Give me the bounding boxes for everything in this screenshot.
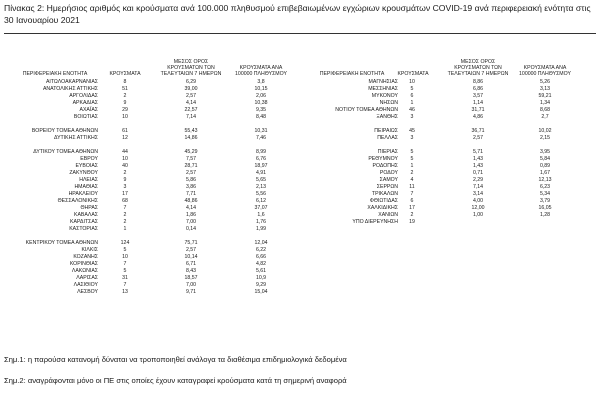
region-cell: ΡΟΔΟΥ bbox=[379, 169, 398, 176]
avg7-cell: 8,43 bbox=[185, 268, 197, 275]
header-region-right: ΠΕΡΙΦΕΡΕΙΑΚΗ ΕΝΟΤΗΤΑ bbox=[319, 71, 385, 77]
region-cell: ΜΥΚΟΝΟΥ bbox=[371, 92, 398, 99]
per100k-cell: 10,31 bbox=[254, 127, 268, 134]
cases-cell: 3 bbox=[123, 183, 127, 190]
region-cell: ΚΑΡΔΙΤΣΑΣ bbox=[70, 219, 98, 226]
per100k-cell: 10,9 bbox=[255, 275, 267, 282]
region-cell: ΚΟΡΙΝΘΙΑΣ bbox=[69, 261, 98, 268]
region-cell: ΑΙΤΩΛΟΑΚΑΡΝΑΝΙΑΣ bbox=[45, 78, 98, 85]
per100k-cell: 4,91 bbox=[255, 169, 267, 176]
avg7-cell: 6,29 bbox=[185, 78, 197, 85]
region-cell: ΗΜΑΘΙΑΣ bbox=[74, 183, 98, 190]
region-cell: ΘΗΡΑΣ bbox=[80, 205, 98, 212]
table-row bbox=[0, 177, 600, 183]
per100k-cell: 9,35 bbox=[255, 106, 267, 113]
avg7-cell: 36,71 bbox=[471, 127, 485, 134]
avg7-cell: 45,29 bbox=[184, 148, 198, 155]
cases-cell: 61 bbox=[122, 127, 128, 134]
per100k-cell: 3,13 bbox=[539, 85, 551, 92]
cases-cell: 5 bbox=[123, 268, 127, 275]
avg7-cell: 4,14 bbox=[185, 205, 197, 212]
cases-cell: 2 bbox=[123, 219, 127, 226]
per100k-cell: 6,76 bbox=[255, 155, 267, 162]
per100k-cell: 1,76 bbox=[255, 219, 267, 226]
avg7-cell: 4,14 bbox=[185, 99, 197, 106]
per100k-cell: 5,84 bbox=[539, 155, 551, 162]
avg7-cell: 3,14 bbox=[472, 190, 484, 197]
avg7-cell: 0,71 bbox=[472, 169, 484, 176]
avg7-cell: 2,57 bbox=[185, 92, 197, 99]
per100k-cell: 37,07 bbox=[254, 205, 268, 212]
cases-cell: 46 bbox=[409, 106, 415, 113]
cases-cell: 44 bbox=[122, 148, 128, 155]
region-cell: ΚΑΣΤΟΡΙΑΣ bbox=[69, 226, 98, 233]
region-cell: ΒΟΙΩΤΙΑΣ bbox=[73, 113, 98, 120]
avg7-cell: 31,71 bbox=[471, 106, 485, 113]
cases-cell: 7 bbox=[123, 261, 127, 268]
avg7-cell: 7,71 bbox=[185, 190, 197, 197]
region-cell: ΞΑΝΘΗΣ bbox=[376, 113, 398, 120]
top-rule bbox=[4, 33, 596, 34]
avg7-cell: 55,43 bbox=[184, 127, 198, 134]
region-cell: ΒΟΡΕΙΟΥ ΤΟΜΕΑ ΑΘΗΝΩΝ bbox=[31, 127, 98, 134]
header-avg7-left: ΜΕΣΟΣ ΟΡΟΣ ΚΡΟΥΣΜΑΤΩΝ ΤΩΝ ΤΕΛΕΥΤΑΙΩΝ 7 ΗΜΕΡΩΝ bbox=[160, 59, 222, 77]
per100k-cell: 5,61 bbox=[255, 268, 267, 275]
cases-cell: 51 bbox=[122, 85, 128, 92]
table-row bbox=[0, 86, 600, 92]
region-cell: ΠΙΕΡΙΑΣ bbox=[377, 148, 398, 155]
avg7-cell: 7,57 bbox=[185, 155, 197, 162]
region-cell: ΗΡΑΚΛΕΙΟΥ bbox=[68, 190, 98, 197]
avg7-cell: 5,71 bbox=[472, 148, 484, 155]
table-row bbox=[0, 268, 600, 274]
table-row bbox=[0, 128, 600, 134]
per100k-cell: 5,65 bbox=[255, 176, 267, 183]
cases-cell: 2 bbox=[123, 169, 127, 176]
per100k-cell: 59,21 bbox=[538, 92, 552, 99]
per100k-cell: 2,06 bbox=[255, 92, 267, 99]
region-cell: ΠΕΙΡΑΙΩΣ bbox=[374, 127, 398, 134]
region-cell: ΣΕΡΡΩΝ bbox=[376, 183, 398, 190]
table-row bbox=[0, 226, 600, 232]
avg7-cell: 3,86 bbox=[185, 183, 197, 190]
per100k-cell: 6,23 bbox=[539, 183, 551, 190]
cases-cell: 2 bbox=[410, 212, 414, 219]
per100k-cell: 8,99 bbox=[255, 148, 267, 155]
cases-cell: 10 bbox=[409, 78, 415, 85]
per100k-cell: 6,22 bbox=[255, 247, 267, 254]
cases-cell: 17 bbox=[122, 190, 128, 197]
table-row bbox=[0, 191, 600, 197]
cases-cell: 10 bbox=[122, 254, 128, 261]
region-cell: ΗΛΕΙΑΣ bbox=[79, 176, 98, 183]
per100k-cell: 4,82 bbox=[255, 261, 267, 268]
cases-cell: 5 bbox=[410, 155, 414, 162]
avg7-cell: 1,00 bbox=[472, 212, 484, 219]
per100k-cell: 12,13 bbox=[538, 176, 552, 183]
table-row bbox=[0, 254, 600, 260]
table-row bbox=[0, 163, 600, 169]
per100k-cell: 9,29 bbox=[255, 282, 267, 289]
table-row bbox=[0, 170, 600, 176]
region-cell: ΑΝΑΤΟΛΙΚΗΣ ΑΤΤΙΚΗΣ bbox=[42, 85, 98, 92]
per100k-cell: 0,89 bbox=[539, 162, 551, 169]
table-row bbox=[0, 212, 600, 218]
avg7-cell: 9,71 bbox=[185, 289, 197, 296]
region-cell: ΚΕΝΤΡΙΚΟΥ ΤΟΜΕΑ ΑΘΗΝΩΝ bbox=[25, 240, 98, 247]
region-cell: ΑΧΑΪΑΣ bbox=[79, 106, 98, 113]
cases-cell: 2 bbox=[123, 92, 127, 99]
table-spacer-row bbox=[0, 142, 600, 148]
cases-cell: 9 bbox=[123, 176, 127, 183]
avg7-cell: 7,00 bbox=[185, 282, 197, 289]
region-cell: ΘΕΣΣΑΛΟΝΙΚΗΣ bbox=[57, 198, 98, 204]
cases-cell: 1 bbox=[123, 226, 127, 233]
region-cell: ΔΥΤΙΚΟΥ ΤΟΜΕΑ ΑΘΗΝΩΝ bbox=[33, 148, 98, 155]
cases-cell: 17 bbox=[409, 205, 415, 212]
cases-cell: 68 bbox=[122, 198, 128, 204]
table-row bbox=[0, 282, 600, 288]
avg7-cell: 7,14 bbox=[185, 113, 197, 120]
region-cell: ΜΕΣΣΗΝΙΑΣ bbox=[368, 85, 398, 92]
region-cell: ΥΠΟ ΔΙΕΡΕΥΝΗΣΗ bbox=[352, 219, 398, 226]
per100k-cell: 1,99 bbox=[255, 226, 267, 233]
avg7-cell: 6,71 bbox=[185, 261, 197, 268]
region-cell: ΛΑΡΙΣΑΣ bbox=[76, 275, 98, 282]
region-cell: ΜΑΓΝΗΣΙΑΣ bbox=[368, 78, 398, 85]
per100k-cell: 3,79 bbox=[539, 198, 551, 204]
cases-cell: 2 bbox=[410, 169, 414, 176]
cases-cell: 19 bbox=[409, 219, 415, 226]
avg7-cell: 1,14 bbox=[472, 99, 484, 106]
table-spacer-row bbox=[0, 121, 600, 127]
region-cell: ΝΗΣΩΝ bbox=[379, 99, 398, 106]
table-row bbox=[0, 289, 600, 295]
avg7-cell: 4,86 bbox=[472, 113, 484, 120]
cases-cell: 29 bbox=[122, 106, 128, 113]
table-row bbox=[0, 100, 600, 106]
avg7-cell: 48,86 bbox=[184, 198, 198, 204]
region-cell: ΛΑΣΙΘΙΟΥ bbox=[73, 282, 98, 289]
region-cell: ΔΥΤΙΚΗΣ ΑΤΤΙΚΗΣ bbox=[54, 134, 98, 141]
region-cell: ΛΑΚΩΝΙΑΣ bbox=[71, 268, 98, 275]
cases-cell: 3 bbox=[410, 134, 414, 141]
region-cell: ΚΑΒΑΛΑΣ bbox=[74, 212, 98, 219]
avg7-cell: 3,57 bbox=[472, 92, 484, 99]
header-cases-right: ΚΡΟΥΣΜΑΤΑ bbox=[397, 71, 429, 77]
region-cell: ΛΕΣΒΟΥ bbox=[77, 289, 98, 296]
region-cell: ΤΡΙΚΑΛΩΝ bbox=[371, 190, 398, 197]
region-cell: ΧΑΛΚΙΔΙΚΗΣ bbox=[367, 205, 398, 212]
region-cell: ΚΟΖΑΝΗΣ bbox=[73, 254, 98, 261]
cases-cell: 9 bbox=[123, 99, 127, 106]
avg7-cell: 2,57 bbox=[472, 134, 484, 141]
avg7-cell: 2,57 bbox=[185, 169, 197, 176]
region-cell: ΡΕΘΥΜΝΟΥ bbox=[368, 155, 398, 162]
avg7-cell: 7,00 bbox=[185, 219, 197, 226]
per100k-cell: 5,34 bbox=[539, 190, 551, 197]
per100k-cell: 3,8 bbox=[257, 78, 265, 85]
cases-cell: 6 bbox=[410, 92, 414, 99]
avg7-cell: 4,00 bbox=[472, 198, 484, 204]
header-avg7-right: ΜΕΣΟΣ ΟΡΟΣ ΚΡΟΥΣΜΑΤΩΝ ΤΩΝ ΤΕΛΕΥΤΑΙΩΝ 7 ΗΜΕΡΩΝ bbox=[447, 59, 509, 77]
table-row bbox=[0, 205, 600, 211]
per100k-cell: 2,7 bbox=[541, 113, 549, 120]
per100k-cell: 6,66 bbox=[255, 254, 267, 261]
cases-cell: 11 bbox=[409, 183, 415, 190]
avg7-cell: 22,57 bbox=[184, 106, 198, 113]
cases-cell: 13 bbox=[122, 289, 128, 296]
per100k-cell: 1,34 bbox=[539, 99, 551, 106]
per100k-cell: 15,04 bbox=[254, 289, 268, 296]
cases-cell: 45 bbox=[409, 127, 415, 134]
note-1: Σημ.1: η παρούσα κατανομή δύναται να τροποποιηθεί ανάλογα τα διαθέσιμα επιδημιολογικά δεδομένα bbox=[4, 355, 347, 364]
avg7-cell: 2,29 bbox=[472, 176, 484, 183]
avg7-cell: 2,57 bbox=[185, 247, 197, 254]
cases-cell: 5 bbox=[410, 148, 414, 155]
region-cell: ΑΡΓΟΛΙΔΑΣ bbox=[69, 92, 98, 99]
per100k-cell: 5,26 bbox=[539, 78, 551, 85]
table-spacer-row bbox=[0, 233, 600, 239]
table-row bbox=[0, 93, 600, 99]
region-cell: ΧΑΝΙΩΝ bbox=[378, 212, 398, 219]
per100k-cell: 5,56 bbox=[255, 190, 267, 197]
per100k-cell: 2,15 bbox=[539, 134, 551, 141]
per100k-cell: 7,46 bbox=[255, 134, 267, 141]
table-row bbox=[0, 275, 600, 281]
region-cell: ΣΑΜΟΥ bbox=[379, 176, 398, 183]
header-cases-left: ΚΡΟΥΣΜΑΤΑ bbox=[109, 71, 141, 77]
region-cell: ΠΕΛΛΑΣ bbox=[377, 134, 398, 141]
cases-cell: 40 bbox=[122, 162, 128, 169]
table-row bbox=[0, 198, 600, 204]
avg7-cell: 1,43 bbox=[472, 155, 484, 162]
header-region-left: ΠΕΡΙΦΕΡΕΙΑΚΗ ΕΝΟΤΗΤΑ bbox=[22, 71, 88, 77]
per100k-cell: 1,28 bbox=[539, 212, 551, 219]
per100k-cell: 8,68 bbox=[539, 106, 551, 113]
region-cell: ΑΡΚΑΔΙΑΣ bbox=[72, 99, 98, 106]
table-title: Πίνακας 2: Ημερήσιος αριθμός και κρούσματα ανά 100.000 πληθυσμού επιβεβαιωμένων εγχώριων κρουσμάτων COVID-19 ανά περιφερειακή ενότητα στις 30 Ιανουαρίου 2021 bbox=[4, 3, 591, 25]
cases-cell: 12 bbox=[122, 134, 128, 141]
per100k-cell: 1,6 bbox=[257, 212, 265, 219]
table-row bbox=[0, 79, 600, 85]
per100k-cell: 10,38 bbox=[254, 99, 268, 106]
table-row bbox=[0, 114, 600, 120]
table-row bbox=[0, 247, 600, 253]
table-row bbox=[0, 135, 600, 141]
note-2: Σημ.2: αναγράφονται μόνο οι ΠΕ στις οποίες έχουν καταγραφεί κρούσματα κατά τη σημερινή αναφορά bbox=[4, 376, 347, 385]
per100k-cell: 8,48 bbox=[255, 113, 267, 120]
cases-cell: 6 bbox=[410, 198, 414, 204]
avg7-cell: 1,43 bbox=[472, 162, 484, 169]
table-row bbox=[0, 240, 600, 246]
avg7-cell: 6,86 bbox=[472, 85, 484, 92]
header-per100k-left: ΚΡΟΥΣΜΑΤΑ ΑΝΑ 100000 ΠΛΗΘΥΣΜΟΥ bbox=[235, 65, 287, 77]
region-cell: ΦΘΙΩΤΙΔΑΣ bbox=[369, 198, 398, 204]
region-cell: ΕΒΡΟΥ bbox=[80, 155, 98, 162]
region-cell: ΕΥΒΟΙΑΣ bbox=[75, 162, 98, 169]
avg7-cell: 18,57 bbox=[184, 275, 198, 282]
avg7-cell: 0,14 bbox=[185, 226, 197, 233]
per100k-cell: 3,95 bbox=[539, 148, 551, 155]
cases-cell: 2 bbox=[123, 212, 127, 219]
per100k-cell: 2,13 bbox=[255, 183, 267, 190]
avg7-cell: 10,14 bbox=[184, 254, 198, 261]
table-row bbox=[0, 107, 600, 113]
cases-cell: 124 bbox=[120, 240, 130, 247]
cases-cell: 7 bbox=[123, 205, 127, 212]
avg7-cell: 39,00 bbox=[184, 85, 198, 92]
per100k-cell: 16,05 bbox=[538, 205, 552, 212]
cases-cell: 3 bbox=[410, 113, 414, 120]
per100k-cell: 12,04 bbox=[254, 240, 268, 247]
region-cell: ΚΙΛΚΙΣ bbox=[81, 247, 98, 254]
avg7-cell: 1,86 bbox=[185, 212, 197, 219]
per100k-cell: 18,97 bbox=[254, 162, 268, 169]
avg7-cell: 12,00 bbox=[471, 205, 485, 212]
per100k-cell: 6,12 bbox=[255, 198, 267, 204]
header-per100k-right: ΚΡΟΥΣΜΑΤΑ ΑΝΑ 100000 ΠΛΗΘΥΣΜΟΥ bbox=[519, 65, 571, 77]
table-row bbox=[0, 261, 600, 267]
cases-cell: 1 bbox=[410, 162, 414, 169]
avg7-cell: 8,86 bbox=[472, 78, 484, 85]
cases-cell: 5 bbox=[123, 247, 127, 254]
cases-cell: 8 bbox=[123, 78, 127, 85]
region-cell: ΡΟΔΟΠΗΣ bbox=[372, 162, 398, 169]
cases-cell: 7 bbox=[410, 190, 414, 197]
per100k-cell: 10,02 bbox=[538, 127, 552, 134]
cases-cell: 4 bbox=[410, 176, 414, 183]
cases-cell: 7 bbox=[123, 282, 127, 289]
table-row bbox=[0, 156, 600, 162]
per100k-cell: 10,15 bbox=[254, 85, 268, 92]
avg7-cell: 14,86 bbox=[184, 134, 198, 141]
cases-cell: 10 bbox=[122, 155, 128, 162]
cases-cell: 31 bbox=[122, 275, 128, 282]
avg7-cell: 28,71 bbox=[184, 162, 198, 169]
avg7-cell: 75,71 bbox=[184, 240, 198, 247]
table-row bbox=[0, 219, 600, 225]
cases-cell: 10 bbox=[122, 113, 128, 120]
avg7-cell: 7,14 bbox=[472, 183, 484, 190]
per100k-cell: 1,67 bbox=[539, 169, 551, 176]
region-cell: ΖΑΚΥΝΘΟΥ bbox=[69, 169, 98, 176]
avg7-cell: 5,86 bbox=[185, 176, 197, 183]
cases-cell: 1 bbox=[410, 99, 414, 106]
region-cell: ΝΟΤΙΟΥ ΤΟΜΕΑ ΑΘΗΝΩΝ bbox=[335, 106, 398, 113]
table-row bbox=[0, 149, 600, 155]
table-row bbox=[0, 184, 600, 190]
cases-cell: 5 bbox=[410, 85, 414, 92]
